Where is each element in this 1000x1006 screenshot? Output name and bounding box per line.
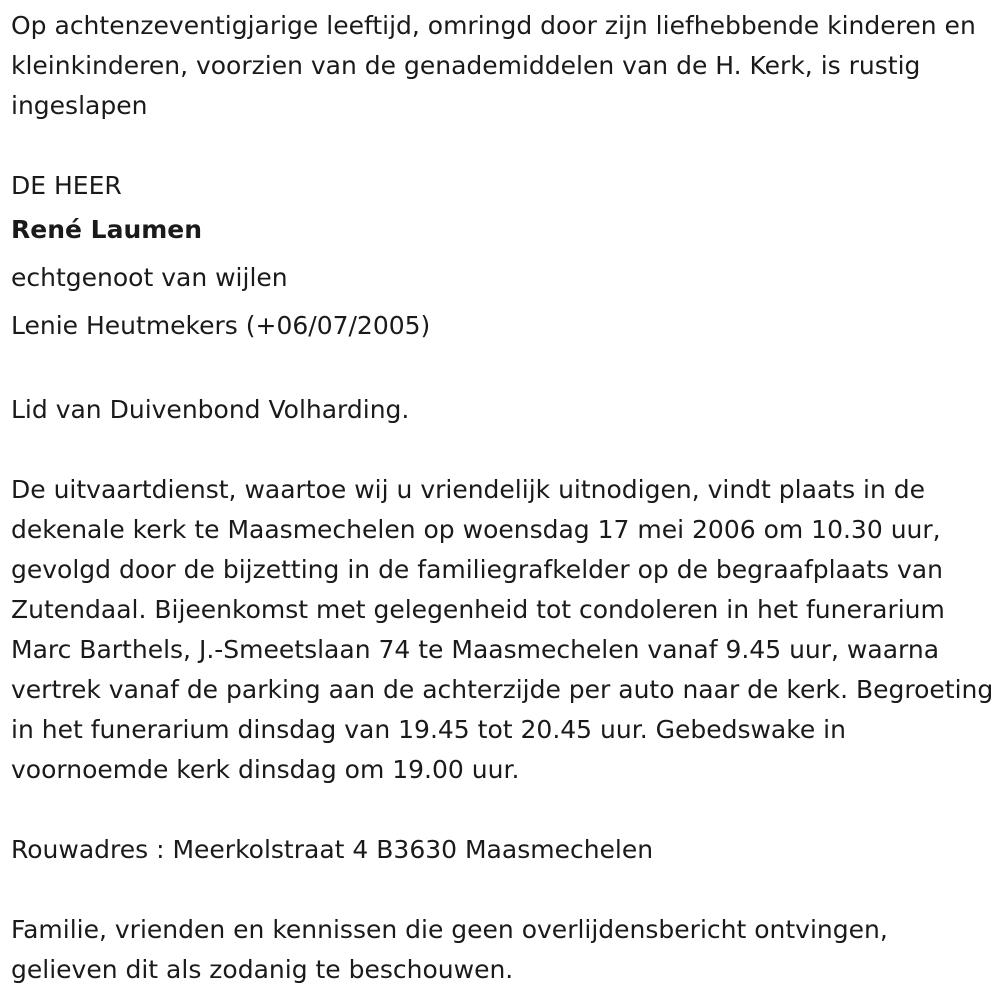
spacer <box>11 126 996 166</box>
spacer <box>11 790 996 830</box>
membership-line: Lid van Duivenbond Volharding. <box>11 395 410 424</box>
spouse-line: Lenie Heutmekers (+06/07/2005) <box>11 311 431 340</box>
deceased-name: René Laumen <box>11 215 203 244</box>
spacer <box>11 350 996 390</box>
service-paragraph: De uitvaartdienst, waartoe wij u vriendelijk uitnodigen, vindt plaats in de dekenale kerk te Maasmechelen op woensdag 17 mei 2006 om 10.30 uur, gevolgd door de bijzetting in de familiegrafkelder op de begraafplaats van Zutendaal. Bijeenkomst met gelegenheid tot condoleren in het funerarium Marc Barthels, J.-Smeetslaan 74 te Maasmechelen vanaf 9.45 uur, waarna vertrek vanaf de parking aan de achterzijde per auto naar de kerk. Begroeting in het funerarium dinsdag van 19.45 tot 20.45 uur. Gebedswake in voornoemde kerk dinsdag om 19.00 uur. <box>11 475 994 784</box>
spacer <box>11 870 996 910</box>
obituary-notice <box>11 6 996 990</box>
spacer <box>11 430 996 470</box>
title-line: DE HEER <box>11 171 122 200</box>
address-line: Rouwadres : Meerkolstraat 4 B3630 Maasmechelen <box>11 835 654 864</box>
closing-paragraph: Familie, vrienden en kennissen die geen overlijdensbericht ontvingen, gelieven dit als zodanig te beschouwen. <box>11 915 888 984</box>
relation-line: echtgenoot van wijlen <box>11 263 288 292</box>
intro-paragraph: Op achtenzeventigjarige leeftijd, omringd door zijn liefhebbende kinderen en kleinkinderen, voorzien van de genademiddelen van de H. Kerk, is rustig ingeslapen <box>11 11 976 120</box>
